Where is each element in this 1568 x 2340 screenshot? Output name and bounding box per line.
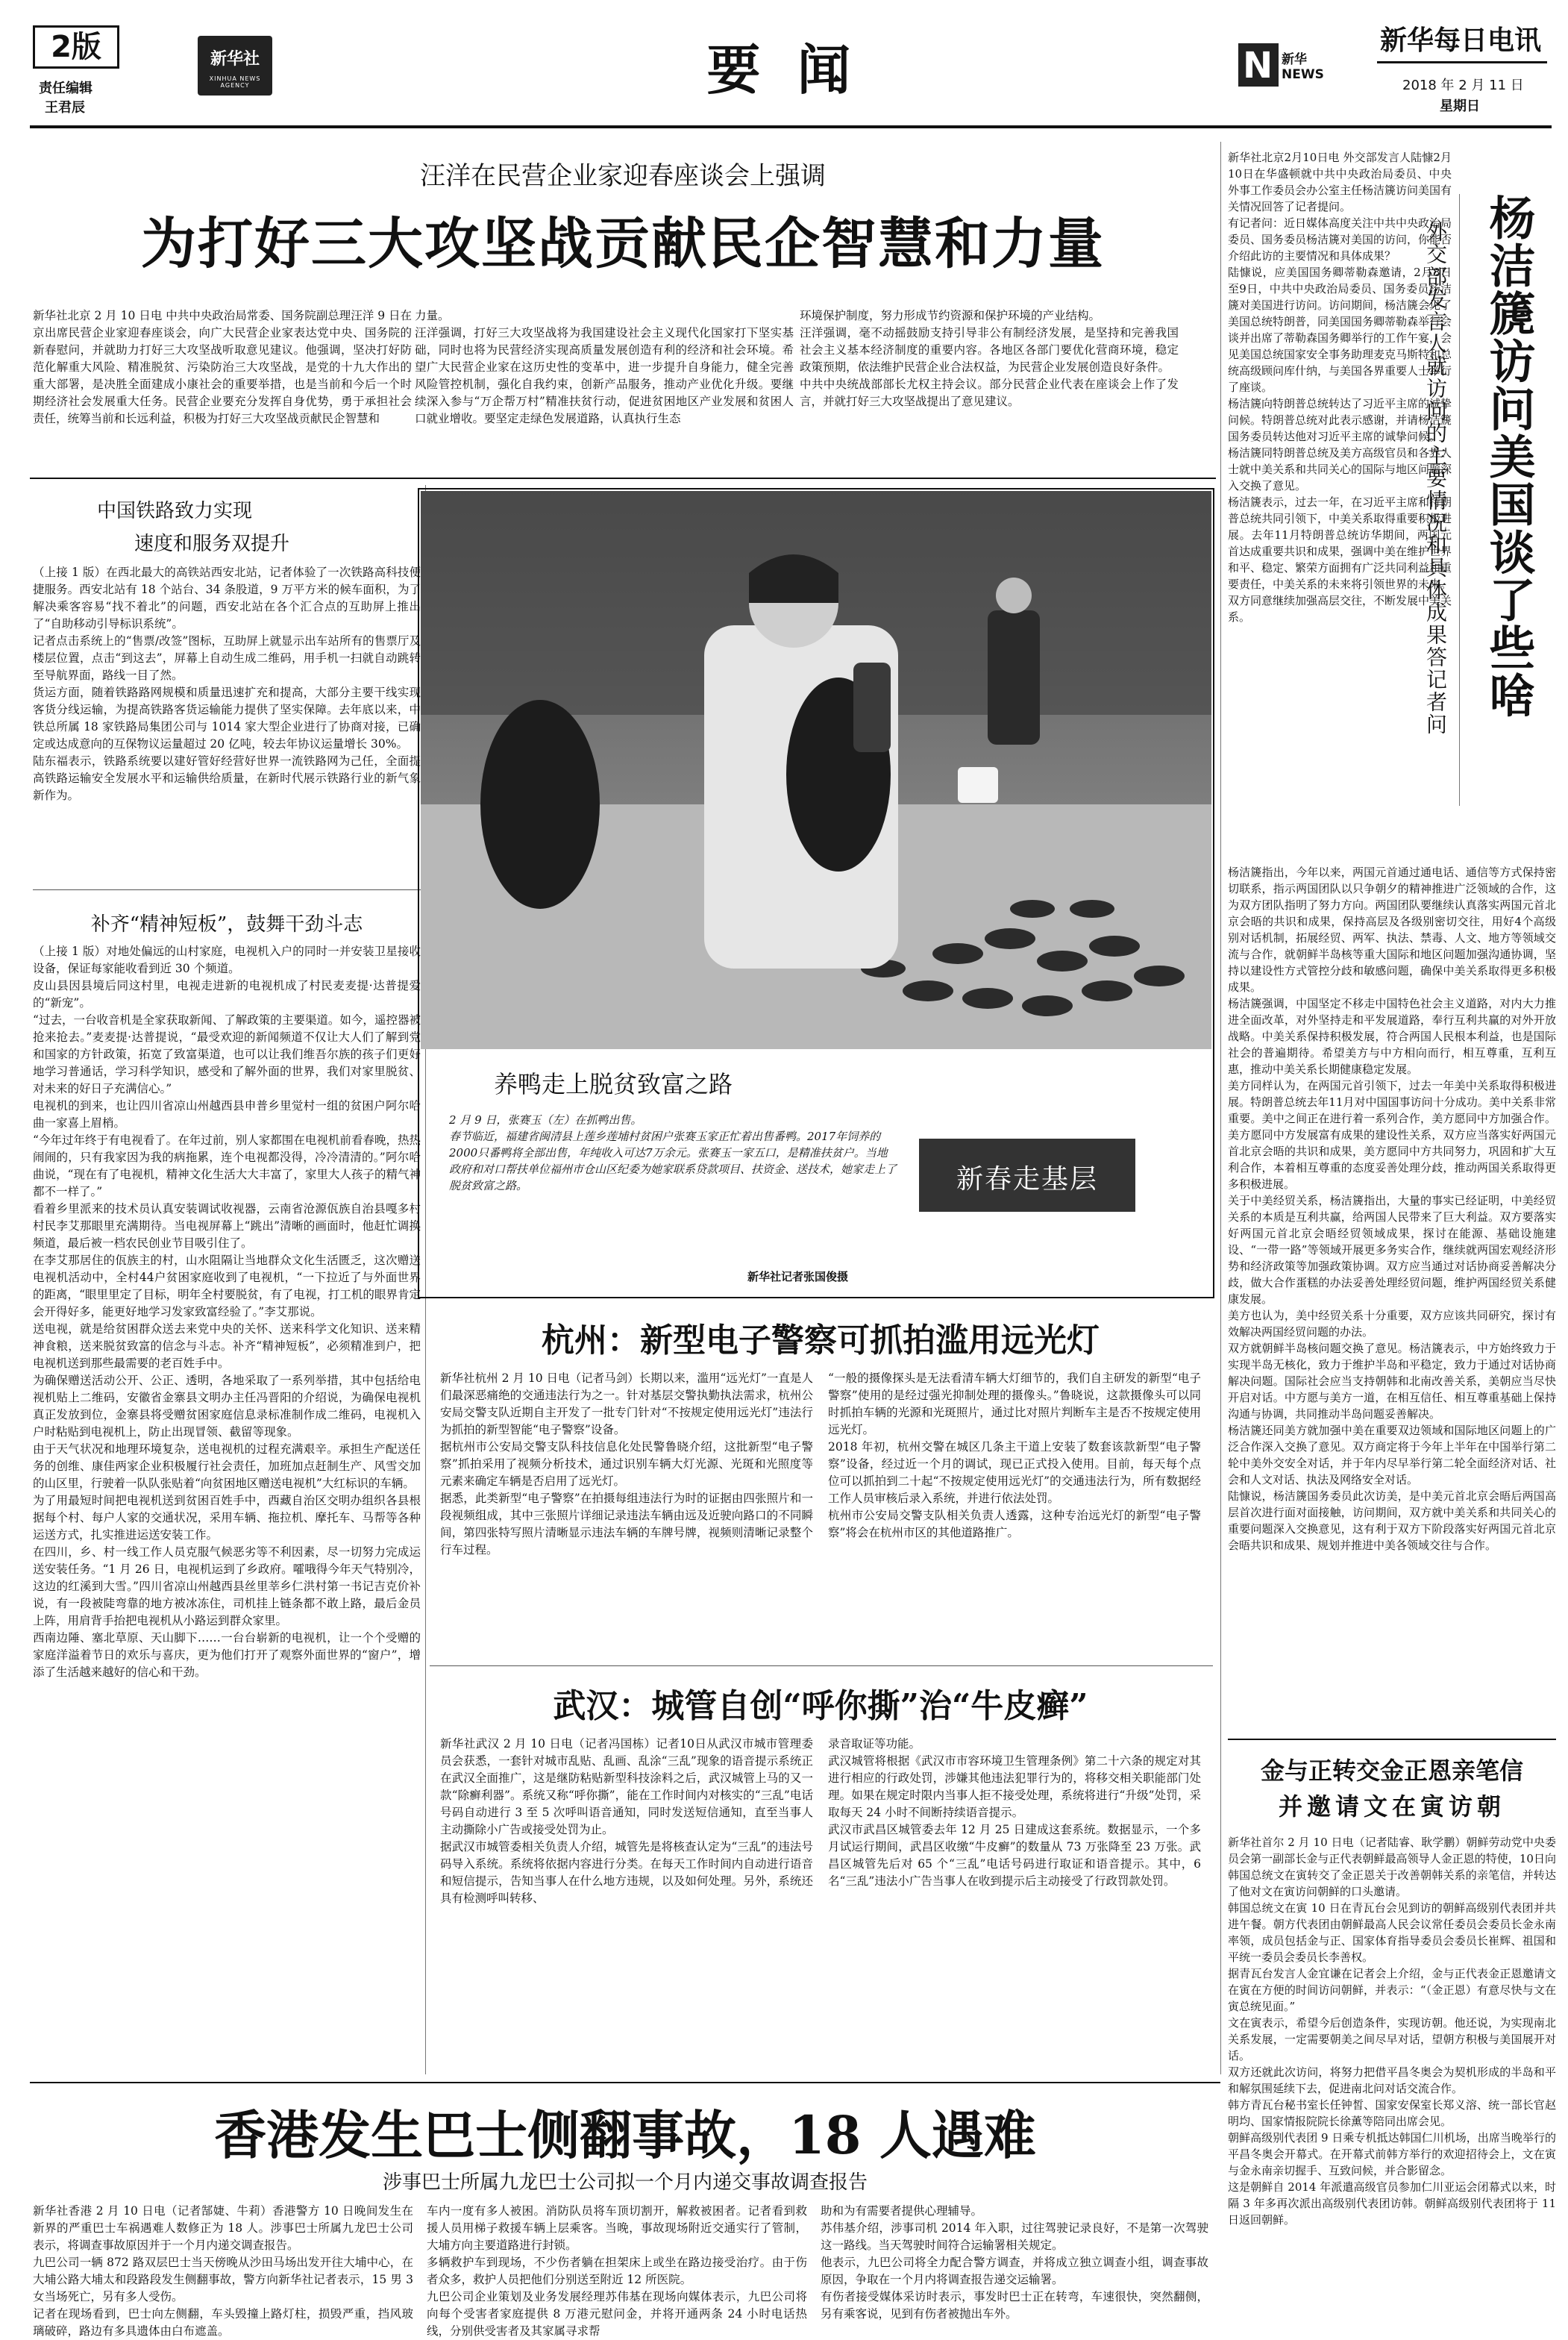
wuhan-col-1: 新华社武汉 2 月 10 日电（记者冯国栋）记者10日从武汉市城市管理委员会获悉，一套针对城市乱贴、乱画、乱涂“三乱”现象的语音提示系统正在武汉全面推广，这是继防粘贴新型科技涂料之后，武汉城管上马的又一款“除癣利器”。系统又称“呼你撕”，能在工作时间内对核实的“三乱”电话号码自动进行 3 至 5 次呼叫语音通知，同时发送短信通知，直至当事人主动撕除小广告或接受处罚为止。 据武汉市城管委相关负责人介绍，城管先是将核查认定为“三乱”的违法号码导入系统。系统将依据内容进行分类。在每天工作时间内自动进行语音和短信提示，告知当事人在什么地方违规，以及如何处理。另外，系统还具有检测呼叫转移、 [440, 1737, 813, 1905]
kim-title-1: 金与正转交金正恩亲笔信 [1228, 1752, 1556, 1786]
rail-story-title-2: 速度和服务双提升 [134, 533, 290, 555]
news-logo-text: 新华NEWS [1282, 52, 1324, 82]
hongkong-col-2: 车内一度有多人被困。消防队员将车顶切割开，解救被困者。记者看到救援人员用梯子救援车辆上层乘客。当晚，事故现场附近交通实行了管制，大埔方向主要道路进行封锁。 多辆救护车到现场，不少伤者躺在担架床上或坐在路边接受治疗。由于伤者众多，救护人员把他们分别送至附近 12 所医院。 九巴公司企业策划及业务发展经理苏伟基在现场向媒体表示，九巴公司将向每个受害者家庭提供 8 万港元慰问金，并将开通两条 24 小时电话热线，分别供受害者及其家属寻求帮 [427, 2204, 807, 2338]
xinhua-logo-sub: XINHUA NEWS AGENCY [209, 75, 261, 89]
wuhan-col-2: 录音取证等功能。 武汉城管将根据《武汉市市容环境卫生管理条例》第二十六条的规定对其进行相应的行政处罚，涉嫌其他违法犯罪行为的，将移交相关职能部门处理。如果在规定时限内当事人拒不接受处理，系统将进行“升级”处罚，采取每天 24 小时不间断持续语音提示。 武汉市武昌区城管委去年 12 月 25 日建成这套系统。数据显示，一个多月试运行期间，武昌区收缴“牛皮癣”的数量从 73 万张降至 23 万张。武昌区城管先后对 65 个“三乱”电话号码进行取证和语音提示。其中，6 名“三乱”违法小广告当事人在收到提示后主动接受了行政罚款处罚。 [828, 1737, 1201, 1888]
wuhan-title: 武汉：城管自创“呼你撕”治“牛皮癣” [553, 1687, 1088, 1725]
hongkong-subhead: 涉事巴士所属九龙巴士公司拟一个月内递交事故调查报告 [382, 2171, 868, 2194]
issue-weekday: 星期日 [1440, 98, 1480, 114]
section-title: 要 闻 [706, 38, 860, 101]
hangzhou-col-2: “一般的摄像探头是无法看清车辆大灯细节的，我们自主研发的新型“电子警察”使用的是经过强光抑制处理的摄像头。”鲁晓说，这款摄像头可以同时抓拍车辆的光源和光斑照片，通过比对照片判断车主是否不按规定使用远光灯。 2018 年初，杭州交警在城区几条主干道上安装了数套该款新型“电子警察”设备，经过近一个月的调试，现已正式投入使用。目前，每天每个点位可以抓拍到二十起“不按规定使用远光灯”的交通违法行为，所有数据经工作人员审核后录入系统，并进行依法处罚。 杭州市公安局交警支队相关负责人透露，这种专治远光灯的新型“电子警察”将会在杭州市区的其他道路推广。 [828, 1371, 1201, 1539]
lead-headline: 为打好三大攻坚战贡献民企智慧和力量 [141, 212, 1105, 276]
masthead [0, 0, 1568, 127]
center-right-divider [1220, 142, 1221, 2074]
left-story-title: 补齐“精神短板”，鼓舞干劲斗志 [90, 913, 363, 936]
lead-col-2: 力量。 汪洋强调，打好三大攻坚战将为我国建设社会主义现代化国家打下坚实基础，同时也将为民营经济实现高质量发展创造有利的经济和社会环境。希望广大民营企业家在这历史性的变革中，进一步提升自身能力，健全完善风险管控机制，强化自我约束，创新产品服务，推动产业优化升级。要继续深入参与“万企帮万村”精准扶贫行动，促进贫困地区产业发展和贫困人口就业增收。要坚定走绿色发展道路，认真执行生态 [415, 309, 794, 425]
photo-credit: 新华社记者张国俊摄 [747, 1270, 849, 1283]
svg-text:N: N [1243, 45, 1273, 87]
hangzhou-title: 杭州：新型电子警察可抓拍滥用远光灯 [542, 1321, 1100, 1360]
editor-label: 责任编辑 [39, 81, 92, 96]
hangzhou-rule [430, 1665, 1213, 1666]
hongkong-col-3: 助和为有需要者提供心理辅导。 苏伟基介绍，涉事司机 2014 年入职，过往驾驶记录良好，不是第一次驾驶这一路线。当天驾驶时间符合运输署相关规定。 他表示，九巴公司将全力配合警方调查，并将成立独立调查小组，调查事故原因，争取在一个月内将调查报告递交运输署。 有伤者接受媒体采访时表示，事发时巴士正在转弯，车速很快，突然翻侧，另有乘客说，见到有伤者被抛出车外。 [821, 2204, 1208, 2321]
lead-col-1: 新华社北京 2 月 10 日电 中共中央政治局常委、国务院副总理汪洋 9 日在京出席民营企业家迎春座谈会，向广大民营企业家表达党中央、国务院的新春慰问，并就助力打好三大攻坚战听取意见建议。他强调，坚决打好防范化解重大风险、精准脱贫、污染防治三大攻坚战，是党的十九大作出的重大部署，是决胜全面建成小康社会的重要举措，也是当前和今后一个时期经济社会发展重大任务。民营企业要充分发挥自身优势，勇于承担社会责任，统筹当前和长远利益，积极为打好三大攻坚战贡献民企智慧和 [33, 309, 412, 425]
paper-name-underline [1377, 61, 1547, 63]
photo-box [418, 488, 1214, 1298]
hongkong-headline: 香港发生巴士侧翻事故，18 人遇难 [214, 2104, 1036, 2166]
duck-farmer-photo [421, 491, 1211, 1049]
photo-badge-text: 新春走基层 [956, 1164, 1098, 1195]
kim-text: 新华社首尔 2 月 10 日电（记者陆睿、耿学鹏）朝鲜劳动党中央委员会第一副部长金与正代表朝鲜最高领导人金正恩的特使，10日向韩国总统文在寅转交了金正恩关于改善朝韩关系的亲笔信，并转达了他对文在寅访问朝鲜的口头邀请。 韩国总统文在寅 10 日在青瓦台会见到访的朝鲜高级别代表团并共进午餐。朝方代表团由朝鲜最高人民会议常任委员会委员长金永南率领，成员包括金与正、国家体育指导委员会委员长崔辉、祖国和平统一委员会委员长李善权。 据青瓦台发言人金宜谦在记者会上介绍，金与正代表金正恩邀请文在寅在方便的时间访问朝鲜，并表示：“（金正恩）有意尽快与文在寅总统见面。” 文在寅表示，希望今后创造条件，实现访朝。他还说，为实现南北关系发展，一定需要朝美之间尽早对话，望朝方积极与美国展开对话。 双方还就此次访问，将努力把借平昌冬奥会为契机形成的半岛和平和解氛围延续下去，促进南北问对话交流合作。 韩方青瓦台秘书室长任钟皙、国家安保室长郑义溶、统一部长官赵明均、国家情报院院长徐薰等陪同出席会见。 朝鲜高级别代表团 9 日乘专机抵达韩国仁川机场，出席当晚举行的平昌冬奥会开幕式。在开幕式前韩方举行的欢迎招待会上，文在寅与金永南亲切握手、互致问候，并合影留念。 这是朝鲜自 2014 年派遣高级官员参加仁川亚运会闭幕式以来，时隔 3 年多再次派出高级别代表团访韩。朝鲜高级别代表团将于 11 日返回朝鲜。 [1228, 1834, 1556, 2267]
rail-story-rule [33, 889, 421, 890]
lead-kicker: 汪洋在民营企业家迎春座谈会上强调 [420, 161, 826, 191]
masthead-rule [30, 125, 1552, 128]
photo-badge [919, 1139, 1135, 1212]
news-logo [1238, 39, 1328, 91]
left-story-text: （上接 1 版）对地处偏远的山村家庭，电视机入户的同时一并安装卫星接收设备，保证每家能收看到近 30 个频道。 皮山县因县境后同这村里，电视走进新的电视机成了村民麦麦提·达普提爱的“新宠”。 “过去，一台收音机是全家获取新闻、了解政策的主要渠道。如今，遥控器被抢来抢去。”麦麦提·达普提说，“最受欢迎的新闻频道不仅让大人们了解到党和国家的方针政策，拓宽了致富渠道，也可以让我们维吾尔族的孩子们更好地学习普通话，学习科学知识，感受和了解外面的世界，我们对家里脱贫、对未来的好日子充满信心。” 电视机的到来，也让四川省凉山州越西县申普乡里觉村一组的贫困户阿尔哈曲一家喜上眉梢。 “今年过年终于有电视看了。在年过前，别人家都围在电视机前看春晚，热热闹闹的，只有我家因为我的病拖累，连个电视都没得，冷冷清清的。”阿尔哈曲说，“现在有了电视机，精神文化生活大大丰富了，家里大人孩子的精气神都不一样了。” 看着乡里派来的技术员认真安装调试收视器，云南省沧源佤族自治县嘎多村村民李艾那眼里充满期待。当电视屏幕上“跳出”清晰的画面时，他赶忙调换频道，最后被一档农民创业节目吸引住了。 在李艾那居住的佤族主的村，山水阻隔让当地群众文化生活匮乏，这次赠送电视机活动中，全村44户贫困家庭收到了电视机，“一下拉近了与外面世界的距离，“眼里里定了目标，明年全村要脱贫，有了电视，打工机的眼界肯定会开得好多，能更好地学习发家致富经验了。”李艾那说。 送电视，就是给贫困群众送去来党中央的关怀、送来科学文化知识、送来精神食粮，送来脱贫致富的信念与斗志。补齐“精神短板”，必须精准到户，把电视机送到那些最需要的老百姓手中。 为确保赠送活动公开、公正、透明，各地采取了一系列举措，其中包括给电视机贴上二维码，安徽省金寨县文明办主任冯晋阳的介绍说，为确保电视机真正发放到位，金寨县将受赠贫困家庭信息录标准制作成二维码，电视机入户时粘贴到电视机上，防止出现冒领、截留等现象。 由于天气状况和地理环境复杂，送电视机的过程充满艰辛。承担生产配送任务的创维、康佳两家企业积极履行社会责任，加班加点赶制生产、风雪交加的山区里，行驶着一队队张贴着“向贫困地区赠送电视机”大红标识的车辆。 为了用最短时间把电视机送到贫困百姓手中，西藏自治区交明办组织各县根据每个村、每户人家的交通状况，采用车辆、拖拉机、摩托车、马帮等各种运送方式，扎实推进运送安装工作。 在四川，乡、村一线工作人员克服气候恶劣等不利因素，尽一切努力完成运送安装任务。“1 月 26 日，电视机运到了乡政府。嚯哦得今年天气特别冷，这边的红溪到大雪。”四川省凉山州越西县丝里莘乡仁洪村第一书记吉克价补说，有一段被陡弯靠的地方被冰冻住，司机挂上链条都不敢上路，最后金员上阵，用肩背手抬把电视机从小路运到群众家里。 西南边陲、塞北草原、天山脚下……一台台崭新的电视机，让一个个受赠的家庭洋溢着节日的欢乐与喜庆，更为他们打开了观察外面世界的“窗户”，增添了生活越来越好的信心和干劲。 [33, 945, 421, 1679]
yang-headline: 杨洁篪访问美国谈了些啥 [1481, 194, 1536, 719]
kim-title-2: 并邀请文在寅访朝 [1228, 1788, 1556, 1822]
page-number: 2版 [51, 30, 101, 64]
yang-subhead: 外交部发言人就访问的主要情况和具体成果答记者问 [1423, 221, 1448, 736]
rail-story-title: 中国铁路致力实现 [97, 500, 253, 522]
issue-date: 2018 年 2 月 11 日 [1402, 78, 1524, 93]
lead-rule [30, 478, 1216, 479]
hangzhou-col-1: 新华社杭州 2 月 10 日电（记者马剑）长期以来，滥用“远光灯”一直是人们最深恶痛绝的交通违法行为之一。针对基层交警执勤执法需求，杭州公安局交警支队近期自主开发了一批专门针对“不按规定使用远光灯”违法行为抓拍的新型智能“电子警察”设备。 据杭州市公安局交警支队科技信息化处民警鲁晓介绍，这批新型“电子警察”抓拍采用了视频分析技术，通过识别车辆大灯光源、光斑和光照度等元素来确定车辆是否启用了远光灯。 据悉，此类新型“电子警察”在拍摄每组违法行为时的证据由四张照片和一段视频组成，其中三张照片详细记录违法车辆由远及近驶向路口的不同瞬间，第四张特写照片清晰显示违法车辆的车牌号牌，视频则清晰记录整个行车过程。 [440, 1371, 813, 1557]
page-number-box [33, 25, 119, 69]
editor-name: 王君辰 [45, 100, 85, 116]
xinhua-logo [198, 36, 272, 96]
xinhua-logo-text: 新华社 [210, 50, 260, 69]
yang-col-top: 新华社北京2月10日电 外交部发言人陆慷2月10日在华盛顿就中共中央政治局委员、中央外事工作委员会办公室主任杨洁篪访问美国有关情况回答了记者提问。 有记者问：近日媒体高度关注中共中央政治局委员、国务委员杨洁篪对美国的访问，你能否介绍此访的主要情况和具体成果？ 陆慷说，应美国国务卿蒂勒森邀请，2月8日至9日，中共中央政治局委员、国务委员杨洁篪对美国进行访问。访问期间，杨洁篪会见了美国总统特朗普，同美国国务卿蒂勒森举行会谈并出席了蒂勒森国务卿举行的工作午宴，会见美国总统国家安全事务助理麦克马斯特和总统高级顾问库什纳，与美国各界重要人士举行了座谈。 杨洁篪向特朗普总统转达了习近平主席的诚挚问候。特朗普总统对此表示感谢，并请杨洁篪国务委员转达他对习近平主席的诚挚问候。 杨洁篪同特朗普总统及美方高级官员和各界人士就中美关系和共同关心的国际与地区问题深入交换了意见。 杨洁篪表示，过去一年，在习近平主席和特朗普总统共同引领下，中美关系取得重要积极进展。去年11月特朗普总统访华期间，两国元首达成重要共识和成果，强调中美在维护世界和平、稳定、繁荣方面拥有广泛共同利益和重要责任，中美关系的未来将引领世界的未来。双方同意继续加强高层交往，不断发展中美关系。 [1228, 151, 1452, 624]
yang-head-divider [1459, 194, 1460, 806]
photo-title: 养鸭走上脱贫致富之路 [494, 1070, 733, 1098]
yang-col-bottom: 杨洁篪指出，今年以来，两国元首通过通电话、通信等方式保持密切联系，指示两国团队以只争朝夕的精神推进广泛领域的合作，这为双方团队指明了努力方向。两国团队要继续认真落实两国元首北京会晤的共识和成果，保持高层及各级别密切交往，用好4个高级别对话机制，拓展经贸、两军、执法、禁毒、人文、地方等领域交流与合作，就朝鲜半岛核等重大国际和地区问题加强沟通协调，坚持以建设性方式管控分歧和敏感问题，确保中美关系取得更多积极成果。 杨洁篪强调，中国坚定不移走中国特色社会主义道路，对内大力推进全面改革，对外坚持走和平发展道路，奉行互利共赢的对外开放战略。中美关系保持积极发展，符合两国人民根本利益，也是国际社会的普遍期待。希望美方与中方相向而行，相互尊重，互利互惠，推动中美关系长期健康稳定发展。 美方同样认为，在两国元首引领下，过去一年美中关系取得积极进展。特朗普总统去年11月对中国国事访问十分成功。美中关系非常重要。美中之间正在进行着一系列合作，美方愿同中方加强合作。美方愿同中方发展富有成果的建设性关系，双方应当落实好两国元首北京会晤的共识和成果，美方愿同中方共同努力，巩固和扩大互利合作，本着相互尊重的态度妥善处理分歧，推动两国关系取得更多积极进展。 关于中美经贸关系，杨洁篪指出，大量的事实已经证明，中美经贸关系的本质是互利共赢，给两国人民带来了巨大利益。双方要落实好两国元首北京会晤经贸领域成果，探讨在能源、基础设施建设、“一带一路”等领域开展更多务实合作，继续就两国宏观经济形势和经济政策等加强政策协调。双方应当通过对话协商妥善解决分歧，做大合作蛋糕的办法妥善处理经贸问题，维护两国经贸关系健康发展。 美方也认为，美中经贸关系十分重要，双方应该共同研究，探讨有效解决两国经贸问题的办法。 双方就朝鲜半岛核问题交换了意见。杨洁篪表示，中方始终致力于实现半岛无核化，致力于维护半岛和平稳定，致力于通过对话协商解决问题。国际社会应当支持朝韩和北南改善关系，美朝应当尽快开启对话。中方愿与美方一道，在相互信任、相互尊重基础上保持沟通与协调，共同推动半岛问题妥善解决。 杨洁篪还同美方就加强中美在重要双边领域和国际地区问题上的广泛合作深入交换了意见。双方商定将于今年上半年在中国举行第二轮中美外交安全对话，并于年内尽早举行第二轮全面经济对话、社会和人文对话、执法及网络安全对话。 陆慷说，杨洁篪国务委员此次访美，是中美元首北京会晤后两国高层首次进行面对面接触，访问期间，双方就中美关系和共同关心的重要问题深入交换意见，这有利于双方下阶段落实好两国元首北京会晤共识和成果、规划并推进中美各领域交往与合作。 [1228, 866, 1556, 1552]
yang-rule [1228, 1739, 1556, 1740]
hongkong-top-rule [30, 2082, 1220, 2083]
lead-col-3: 环境保护制度，努力形成节约资源和保护环境的产业结构。 汪洋强调，毫不动摇鼓励支持引导非公有制经济发展，是坚持和完善我国社会主义基本经济制度的重要内容。各地区各部门要优化营商环境，稳定政策预期，依法维护民营企业合法权益，为民营企业发展创造良好条件。 中共中央统战部部长尤权主持会议。部分民营企业代表在座谈会上作了发言，并就打好三大攻坚战提出了意见建议。 [800, 309, 1179, 408]
rail-story-text: （上接 1 版）在西北最大的高铁站西安北站，记者体验了一次铁路高科技便捷服务。西安北站有 18 个站台、34 条股道，9 万平方米的候车面积，为了解决乘客容易“找不着北”的问题，西安北站在各个汇合点的互助屏上推出了“自助移动引导标识系统”。 记者点击系统上的“售票/改签”图标，互助屏上就显示出车站所有的售票厅及楼层位置，点击“到这去”，屏幕上自动生成二维码，用手机一扫就自动跳转至导航界面，路线一目了然。 货运方面，随着铁路路网规模和质量迅速扩充和提高，大部分主要干线实现客货分线运输，为提高铁路客货运输能力提供了坚实保障。去年底以来，中铁总所属 18 家铁路局集团公司与 1014 家大型企业进行了协商对接，已确定或达成意向的互保物议运量超过 20 亿吨，较去年协议运量增长 30%。 陆东福表示，铁路系统要以建好管好经营好世界一流铁路网为己任，全面提高铁路运输安全发展水平和运输供给质量，在新时代展示铁路行业的新气象新作为。 [33, 566, 421, 802]
photo-caption: 2 月 9 日，张赛玉（左）在抓鸭出售。 春节临近，福建省闽清县上莲乡莲埔村贫困户张赛玉家正忙着出售番鸭。2017年饲养的2000只番鸭将全部出售，年纯收入可达7万余元。张赛玉一家五口，是精准扶贫户。当地政府和对口帮扶单位福州市仓山区纪委为她家联系贷款项目、扶资金、送技术，她家走上了脱贫致富之路。 [449, 1113, 897, 1192]
paper-name: 新华每日电讯 [1380, 25, 1542, 56]
hongkong-col-1: 新华社香港 2 月 10 日电（记者郜婕、牛莉）香港警方 10 日晚间发生在新界的严重巴士车祸遇难人数修正为 18 人。涉事巴士所属九龙巴士公司表示，将调查事故原因并于一个月内递交调查报告。 九巴公司一辆 872 路双层巴士当天傍晚从沙田马场出发开往大埔中心，在大埔公路大埔太和段路段发生侧翻事故，警方向新华社记者表示，15 男 3 女当场死亡，另有多人受伤。 记者在现场看到，巴士向左侧翻，车头毁撞上路灯柱，损毁严重，挡风玻璃破碎，路边有多具遗体由白布遮盖。 [33, 2204, 413, 2338]
